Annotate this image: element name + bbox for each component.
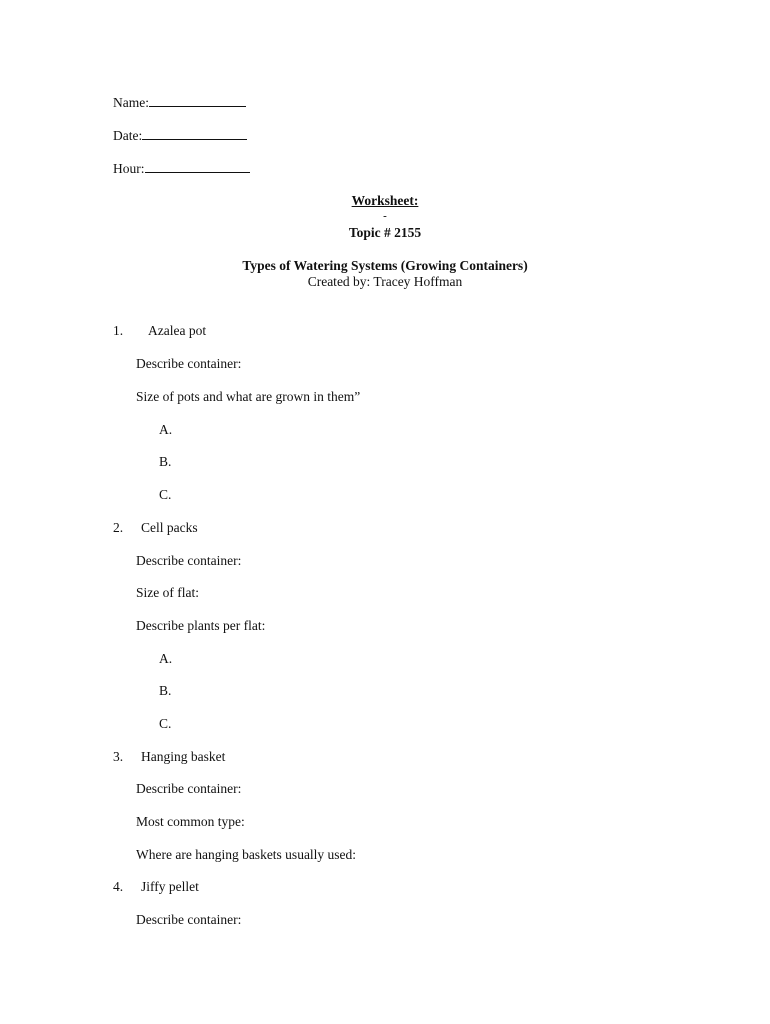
item-1-sub-b: B. — [159, 454, 172, 469]
name-blank-line — [149, 94, 246, 107]
hour-label: Hour: — [113, 161, 145, 176]
item-3-title: Hanging basket — [141, 749, 226, 764]
item-2-prompt-3: Describe plants per flat: — [136, 618, 266, 633]
item-2-prompt-2: Size of flat: — [136, 585, 199, 600]
item-1-sub-c: C. — [159, 487, 172, 502]
date-blank-line — [142, 127, 247, 140]
date-field — [113, 127, 247, 144]
item-2-sub-c: C. — [159, 716, 172, 731]
item-3-prompt-3: Where are hanging baskets usually used: — [136, 847, 357, 862]
item-2-sub-a: A. — [159, 651, 173, 666]
item-4-prompt-1: Describe container: — [136, 912, 242, 927]
worksheet-heading: Worksheet: — [351, 193, 419, 208]
subject-heading: Types of Watering Systems (Growing Containers) — [242, 258, 528, 273]
name-field — [113, 94, 246, 111]
item-3-prompt-1: Describe container: — [136, 781, 242, 796]
item-4-title: Jiffy pellet — [141, 879, 199, 894]
title-dash: - — [383, 210, 387, 222]
item-1-title: Azalea pot — [148, 323, 207, 338]
item-3-prompt-2: Most common type: — [136, 814, 245, 829]
item-2-title: Cell packs — [141, 520, 198, 535]
item-1-prompt-2: Size of pots and what are grown in them” — [136, 389, 361, 404]
item-2-number: 2. — [113, 520, 124, 535]
item-1-number: 1. — [113, 323, 124, 338]
item-1-prompt-1: Describe container: — [136, 356, 242, 371]
date-label: Date: — [113, 128, 143, 143]
item-1-sub-a: A. — [159, 422, 173, 437]
author-line: Created by: Tracey Hoffman — [307, 274, 463, 289]
item-2-sub-b: B. — [159, 683, 172, 698]
topic-heading: Topic # 2155 — [348, 225, 422, 240]
hour-field — [113, 160, 250, 177]
name-label: Name: — [113, 95, 149, 110]
item-2-prompt-1: Describe container: — [136, 553, 242, 568]
item-4-number: 4. — [113, 879, 124, 894]
item-3-number: 3. — [113, 749, 124, 764]
hour-blank-line — [145, 160, 250, 173]
